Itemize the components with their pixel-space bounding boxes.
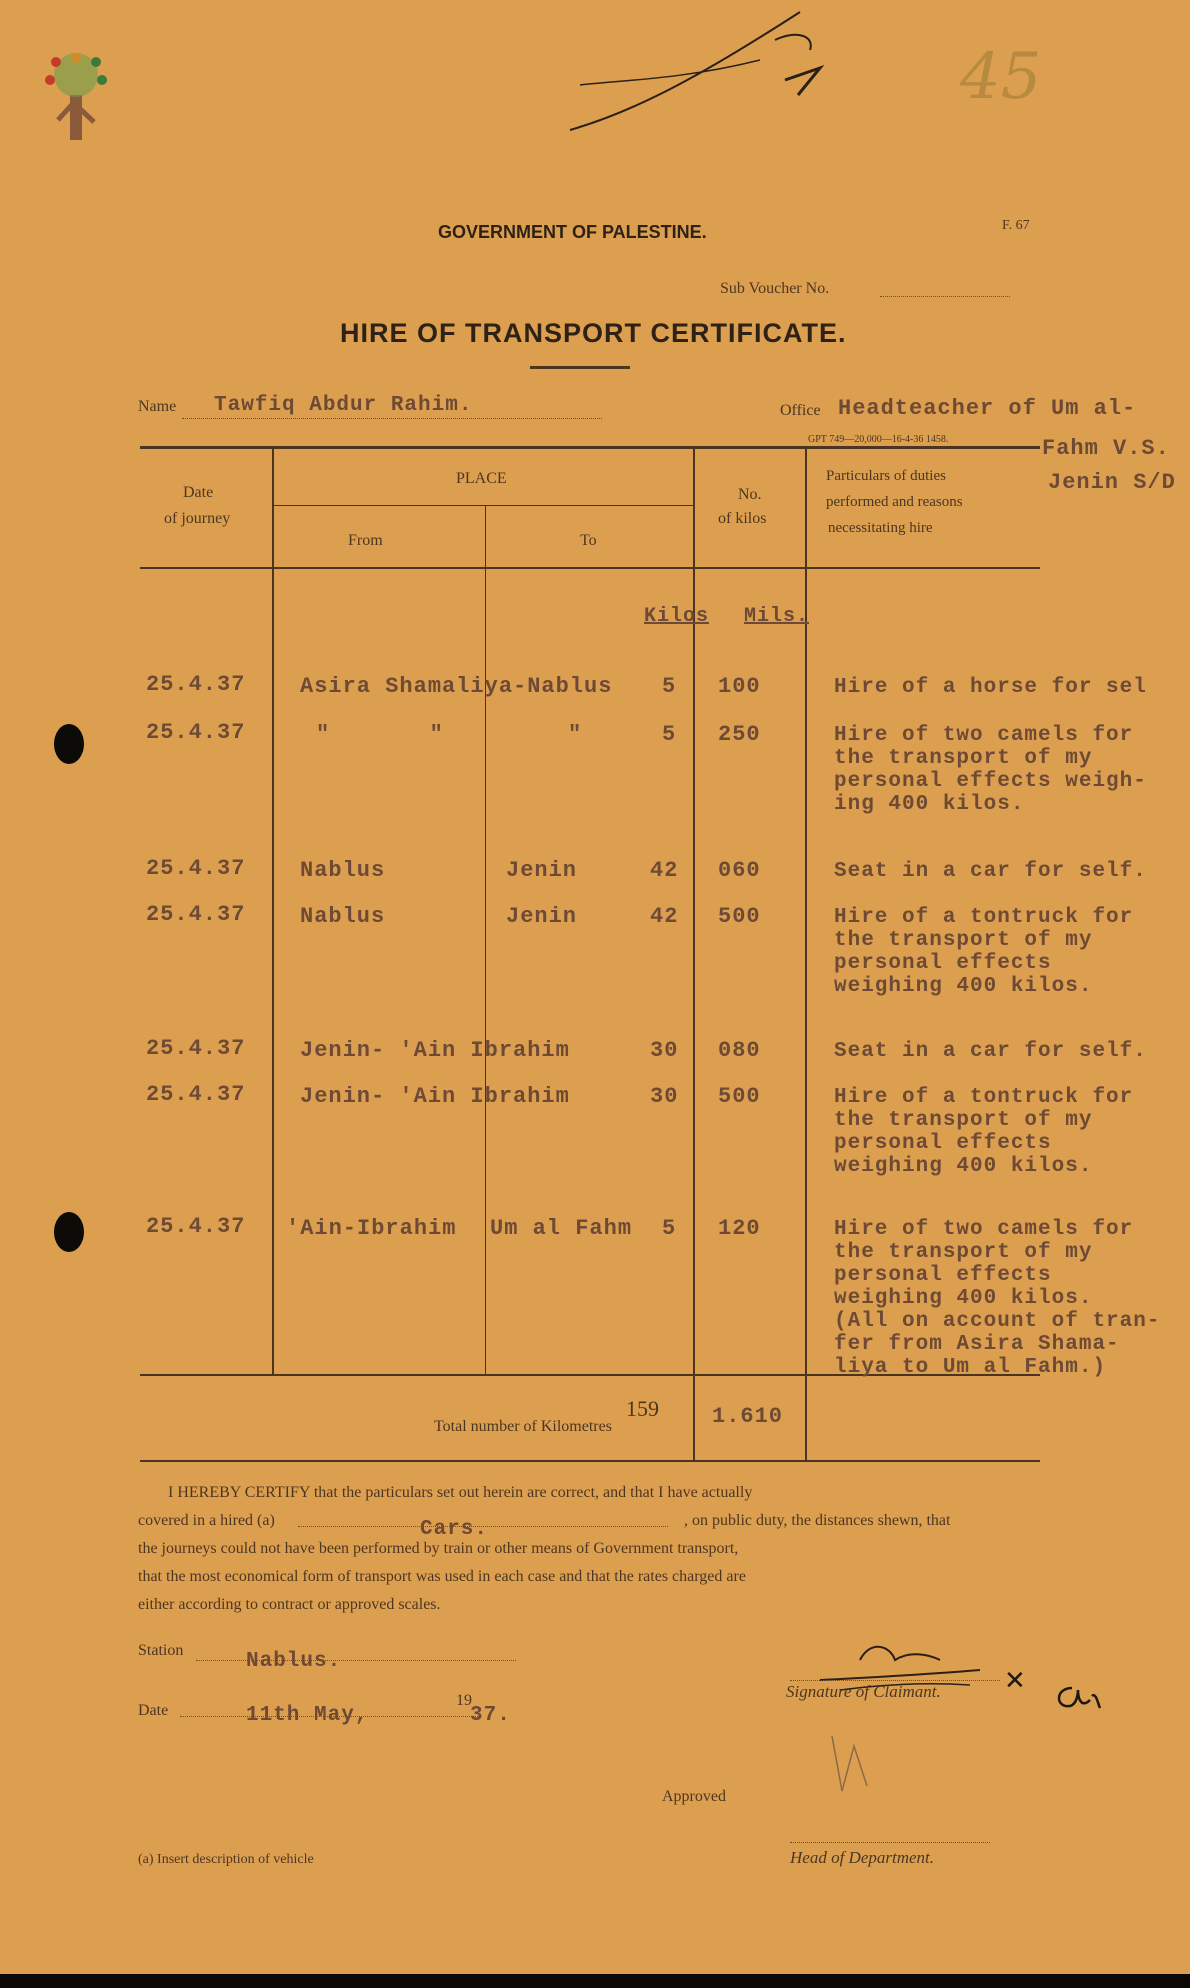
row7-from: 'Ain-Ibrahim bbox=[286, 1216, 457, 1241]
date-value: 11th May, bbox=[246, 1704, 369, 1727]
cert-vehicle: Cars. bbox=[420, 1518, 489, 1541]
print-code: GPT 749—20,000—16-4-36 1458. bbox=[808, 434, 949, 445]
row5-particulars: Seat in a car for self. bbox=[834, 1040, 1147, 1063]
row2-from: " " bbox=[316, 722, 444, 747]
cert-line-4: that the most economical form of transport was used in each case and that the rates charged are bbox=[138, 1568, 746, 1585]
row6-particulars: Hire of a tontruck for the transport of my personal effects weighing 400 kilos. bbox=[834, 1086, 1134, 1178]
row4-to: Jenin bbox=[506, 904, 578, 929]
cert-line-5: either according to contract or approved scales. bbox=[138, 1596, 441, 1613]
row7-km: 5 bbox=[662, 1216, 677, 1241]
row5-km: 30 bbox=[650, 1038, 679, 1063]
header-no-2: of kilos bbox=[718, 510, 767, 527]
total-label: Total number of Kilometres bbox=[434, 1418, 612, 1435]
cross-mark: ✕ bbox=[1004, 1666, 1026, 1696]
row3-amount: 060 bbox=[718, 858, 761, 883]
page-title: HIRE OF TRANSPORT CERTIFICATE. bbox=[340, 318, 847, 348]
form-number: F. 67 bbox=[1002, 218, 1030, 233]
date-label: Date bbox=[138, 1702, 169, 1719]
total-amount: 1.610 bbox=[712, 1404, 784, 1429]
row4-km: 42 bbox=[650, 904, 679, 929]
row4-amount: 500 bbox=[718, 904, 761, 929]
row2-amount: 250 bbox=[718, 722, 761, 747]
row3-to: Jenin bbox=[506, 858, 578, 883]
cert-line-1: I HEREBY CERTIFY that the particulars set out herein are correct, and that I have actually bbox=[168, 1484, 753, 1501]
unit-mils: Mils. bbox=[744, 605, 810, 628]
footnote: (a) Insert description of vehicle bbox=[138, 1852, 314, 1867]
row2-particulars: Hire of two camels for the transport of my personal effects weigh- ing 400 kilos. bbox=[834, 724, 1147, 816]
row5-amount: 080 bbox=[718, 1038, 761, 1063]
year-value: 37. bbox=[470, 1704, 511, 1727]
row2-to: " bbox=[568, 722, 583, 747]
office-value-line2: Fahm V.S. bbox=[1042, 436, 1170, 461]
row4-date: 25.4.37 bbox=[146, 902, 246, 927]
row4-particulars: Hire of a tontruck for the transport of my personal effects weighing 400 kilos. bbox=[834, 906, 1134, 998]
row7-to: Um al Fahm bbox=[490, 1216, 633, 1241]
office-label: Office bbox=[780, 402, 821, 419]
station-label: Station bbox=[138, 1642, 184, 1659]
header-no-1: No. bbox=[738, 486, 762, 503]
row6-date: 25.4.37 bbox=[146, 1082, 246, 1107]
station-value: Nablus. bbox=[246, 1650, 342, 1673]
initials-mark bbox=[1050, 1670, 1110, 1720]
row4-from: Nablus bbox=[300, 904, 386, 929]
row1-particulars: Hire of a horse for sel bbox=[834, 676, 1147, 699]
approved-label: Approved bbox=[662, 1788, 726, 1805]
row7-date: 25.4.37 bbox=[146, 1214, 246, 1239]
sub-voucher-label: Sub Voucher No. bbox=[720, 280, 830, 297]
ink-scribble bbox=[560, 0, 880, 140]
office-value-line3: Jenin S/D bbox=[1048, 470, 1176, 495]
header-date-2: of journey bbox=[164, 510, 231, 527]
row3-date: 25.4.37 bbox=[146, 856, 246, 881]
header-date-1: Date bbox=[183, 484, 214, 501]
total-km: 159 bbox=[626, 1396, 659, 1421]
cert-line-3: the journeys could not have been performed by train or other means of Government transport, bbox=[138, 1540, 739, 1557]
punch-hole-upper bbox=[54, 724, 84, 764]
header-particulars-1: Particulars of duties bbox=[826, 468, 946, 484]
header-to: To bbox=[580, 532, 597, 549]
header-place: PLACE bbox=[456, 470, 507, 487]
row1-from: Asira Shamaliya-Nablus bbox=[300, 674, 613, 699]
cert-line-2b: , on public duty, the distances shewn, that bbox=[684, 1512, 951, 1529]
row2-date: 25.4.37 bbox=[146, 720, 246, 745]
row2-km: 5 bbox=[662, 722, 677, 747]
row1-amount: 100 bbox=[718, 674, 761, 699]
row5-from: Jenin- 'Ain Ibrahim bbox=[300, 1038, 570, 1063]
header-from: From bbox=[348, 532, 383, 549]
unit-kilos: Kilos bbox=[644, 605, 710, 628]
name-value: Tawfiq Abdur Rahim. bbox=[214, 394, 473, 417]
row3-km: 42 bbox=[650, 858, 679, 883]
head-of-department-label: Head of Department. bbox=[790, 1848, 935, 1867]
office-value-line1: Headteacher of Um al- bbox=[838, 396, 1137, 421]
punch-hole-lower bbox=[54, 1212, 84, 1252]
row1-date: 25.4.37 bbox=[146, 672, 246, 697]
row6-km: 30 bbox=[650, 1084, 679, 1109]
row7-amount: 120 bbox=[718, 1216, 761, 1241]
row6-amount: 500 bbox=[718, 1084, 761, 1109]
signature-label: Signature of Claimant. bbox=[786, 1682, 941, 1701]
table-top-border bbox=[140, 446, 1040, 449]
row6-from: Jenin- 'Ain Ibrahim bbox=[300, 1084, 570, 1109]
scan-edge bbox=[0, 1974, 1190, 1988]
folio-number: 45 bbox=[960, 40, 1042, 114]
row3-from: Nablus bbox=[300, 858, 386, 883]
header-particulars-2: performed and reasons bbox=[826, 494, 963, 510]
year-prefix: 19 bbox=[456, 1692, 472, 1709]
row7-particulars: Hire of two camels for the transport of my personal effects weighing 400 kilos. (All on account of tran- fer from Asira Shama- liya to Um al Fahm.) bbox=[834, 1218, 1161, 1379]
name-label: Name bbox=[138, 398, 177, 415]
header-bottom-border bbox=[140, 567, 1040, 569]
row5-date: 25.4.37 bbox=[146, 1036, 246, 1061]
header-particulars-3: necessitating hire bbox=[828, 520, 933, 536]
archive-logo bbox=[38, 50, 118, 145]
pencil-mark bbox=[812, 1716, 892, 1806]
row3-particulars: Seat in a car for self. bbox=[834, 860, 1147, 883]
cert-line-2a: covered in a hired (a) bbox=[138, 1512, 275, 1529]
row1-km: 5 bbox=[662, 674, 677, 699]
government-heading: GOVERNMENT OF PALESTINE. bbox=[438, 222, 707, 242]
